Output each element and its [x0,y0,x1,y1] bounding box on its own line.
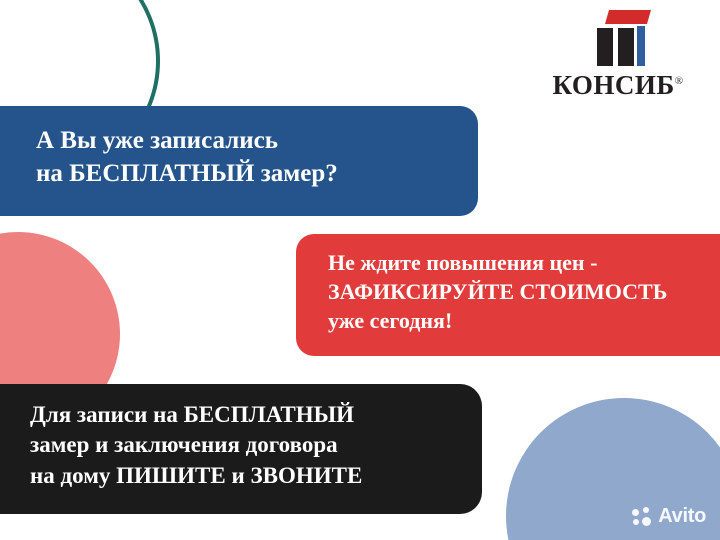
blue-line-2: на БЕСПЛАТНЫЙ замер? [36,160,338,187]
black-line-3: на дому ПИШИТЕ и ЗВОНИТЕ [30,462,363,488]
black-line-1: Для записи на БЕСПЛАТНЫЙ [30,402,355,427]
logo-wordmark [538,70,698,101]
black-line-2: замер и заключения договора [30,432,338,458]
avito-logo-icon [632,507,652,527]
red-line-1: Не ждите повышения цен - [328,250,598,275]
registered-mark: ® [674,75,684,87]
headline-block-black [0,384,482,514]
avito-watermark-label: Avito [658,505,706,527]
headline-block-red [296,234,720,356]
red-line-3: уже сегодня! [328,308,453,334]
blue-line-1: А Вы уже записались [36,127,278,154]
avito-watermark [632,505,706,528]
red-line-2: ЗАФИКСИРУЙТЕ СТОИМОСТЬ [328,279,668,305]
brand-logo [538,10,698,101]
headline-block-blue [0,106,478,216]
logo-name: КОНСИБ [552,70,675,100]
logo-mark-icon [587,10,649,66]
